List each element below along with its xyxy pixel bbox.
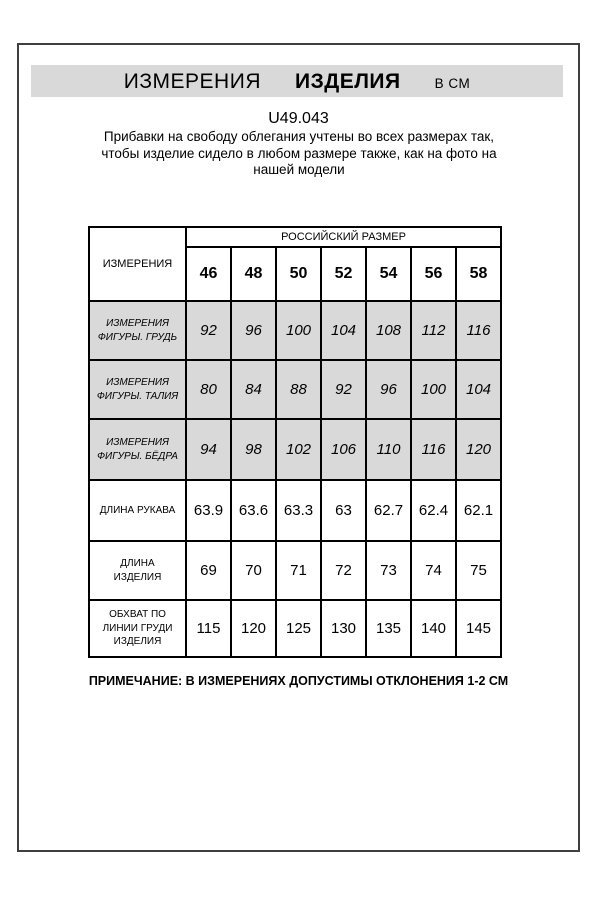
value-cell: 62.4 bbox=[411, 480, 456, 541]
value-cell: 63.9 bbox=[186, 480, 231, 541]
value-cell: 120 bbox=[231, 600, 276, 657]
size-table bbox=[88, 226, 502, 658]
value-cell: 74 bbox=[411, 541, 456, 600]
page-title-emphasis: ИЗДЕЛИЯ bbox=[294, 70, 401, 93]
value-cell: 96 bbox=[366, 360, 411, 419]
value-cell: 62.7 bbox=[366, 480, 411, 541]
value-cell: 63.6 bbox=[231, 480, 276, 541]
value-cell: 115 bbox=[186, 600, 231, 657]
row-label: ДЛИНА РУКАВА bbox=[89, 480, 186, 541]
fit-description-line: нашей модели bbox=[253, 162, 345, 177]
row-label: ИЗМЕРЕНИЯ ФИГУРЫ. ТАЛИЯ bbox=[89, 360, 186, 419]
value-cell: 80 bbox=[186, 360, 231, 419]
value-cell: 63.3 bbox=[276, 480, 321, 541]
table-row-hips bbox=[89, 419, 501, 480]
value-cell: 106 bbox=[321, 419, 366, 480]
value-cell: 72 bbox=[321, 541, 366, 600]
value-cell: 75 bbox=[456, 541, 501, 600]
fit-description bbox=[59, 129, 539, 179]
value-cell: 96 bbox=[231, 301, 276, 360]
value-cell: 100 bbox=[411, 360, 456, 419]
value-cell: 102 bbox=[276, 419, 321, 480]
size-header-cell: 54 bbox=[366, 247, 411, 301]
size-header-cell: 56 bbox=[411, 247, 456, 301]
measurements-corner-cell: ИЗМЕРЕНИЯ bbox=[89, 227, 186, 301]
row-label: ИЗМЕРЕНИЯ ФИГУРЫ. БЁДРА bbox=[89, 419, 186, 480]
value-cell: 63 bbox=[321, 480, 366, 541]
size-header-cell: 48 bbox=[231, 247, 276, 301]
size-header-cell: 52 bbox=[321, 247, 366, 301]
value-cell: 125 bbox=[276, 600, 321, 657]
title-bar bbox=[31, 65, 563, 97]
value-cell: 71 bbox=[276, 541, 321, 600]
size-header-cell: 46 bbox=[186, 247, 231, 301]
table-row-chest-girth bbox=[89, 600, 501, 657]
table-row-sleeve-length bbox=[89, 480, 501, 541]
value-cell: 140 bbox=[411, 600, 456, 657]
fit-description-line: Прибавки на свободу облегания учтены во всех размерах так, bbox=[103, 129, 495, 144]
fit-description-line: чтобы изделие сидело в любом размере также, как на фото на bbox=[101, 145, 497, 161]
value-cell: 92 bbox=[321, 360, 366, 419]
value-cell: 92 bbox=[186, 301, 231, 360]
value-cell: 73 bbox=[366, 541, 411, 600]
title-unit-label: В СМ bbox=[434, 76, 471, 91]
value-cell: 110 bbox=[366, 419, 411, 480]
size-header-cell: 50 bbox=[276, 247, 321, 301]
size-header-cell: 58 bbox=[456, 247, 501, 301]
value-cell: 108 bbox=[366, 301, 411, 360]
russian-size-header: РОССИЙСКИЙ РАЗМЕР bbox=[186, 227, 501, 247]
table-row-group-header bbox=[89, 227, 501, 247]
value-cell: 120 bbox=[456, 419, 501, 480]
value-cell: 62.1 bbox=[456, 480, 501, 541]
value-cell: 145 bbox=[456, 600, 501, 657]
value-cell: 104 bbox=[321, 301, 366, 360]
value-cell: 135 bbox=[366, 600, 411, 657]
value-cell: 100 bbox=[276, 301, 321, 360]
article-code: U49.043 bbox=[268, 110, 329, 127]
value-cell: 104 bbox=[456, 360, 501, 419]
value-cell: 88 bbox=[276, 360, 321, 419]
value-cell: 69 bbox=[186, 541, 231, 600]
row-label: ОБХВАТ ПО ЛИНИИ ГРУДИ ИЗДЕЛИЯ bbox=[89, 600, 186, 657]
page-frame bbox=[17, 43, 580, 852]
row-label: ИЗМЕРЕНИЯ ФИГУРЫ. ГРУДЬ bbox=[89, 301, 186, 360]
page-title: ИЗМЕРЕНИЯ bbox=[123, 70, 261, 93]
value-cell: 70 bbox=[231, 541, 276, 600]
value-cell: 84 bbox=[231, 360, 276, 419]
value-cell: 116 bbox=[456, 301, 501, 360]
value-cell: 94 bbox=[186, 419, 231, 480]
row-label: ДЛИНА ИЗДЕЛИЯ bbox=[89, 541, 186, 600]
value-cell: 130 bbox=[321, 600, 366, 657]
value-cell: 116 bbox=[411, 419, 456, 480]
value-cell: 98 bbox=[231, 419, 276, 480]
table-row-item-length bbox=[89, 541, 501, 600]
tolerance-note: ПРИМЕЧАНИЕ: В ИЗМЕРЕНИЯХ ДОПУСТИМЫ ОТКЛОНЕНИЯ 1-2 СМ bbox=[88, 674, 509, 688]
value-cell: 112 bbox=[411, 301, 456, 360]
table-row-waist bbox=[89, 360, 501, 419]
table-row-chest bbox=[89, 301, 501, 360]
